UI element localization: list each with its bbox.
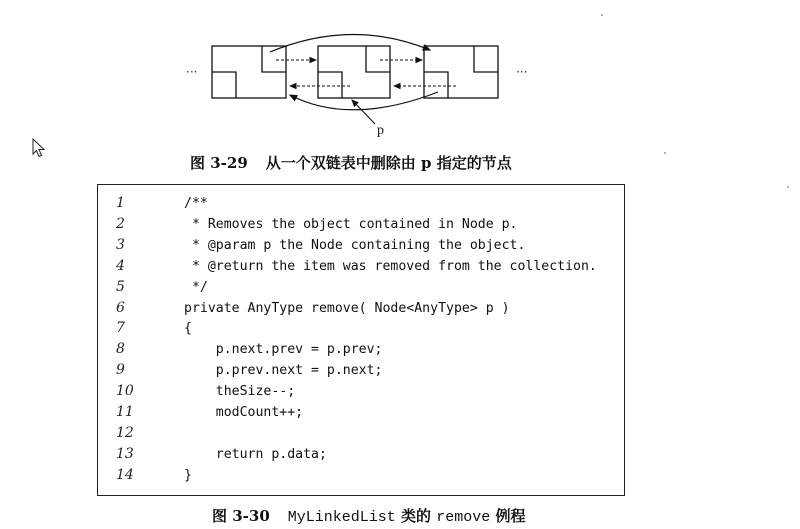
code-line	[98, 193, 624, 214]
line-number: 5	[116, 278, 125, 295]
line-code: * @return the item was removed from the collection.	[184, 258, 597, 274]
line-code: /**	[184, 196, 208, 211]
doubly-linked-list-diagram	[0, 0, 800, 150]
line-number: 7	[116, 320, 125, 337]
line-code: p.prev.next = p.next;	[184, 363, 383, 379]
line-code: }	[184, 467, 192, 483]
left-node	[212, 46, 286, 98]
figure-3-30-caption	[212, 505, 526, 526]
line-number: 8	[116, 341, 125, 358]
line-number: 3	[116, 236, 125, 253]
figure-3-30-method-name: remove	[436, 509, 491, 526]
code-line	[98, 360, 624, 381]
scan-speck	[601, 14, 603, 16]
new-prev-arc	[290, 92, 438, 110]
line-number: 10	[116, 383, 134, 400]
line-code: p.next.prev = p.prev;	[184, 342, 383, 358]
line-number: 4	[116, 257, 125, 274]
code-listing	[97, 184, 625, 496]
line-number: 12	[116, 424, 134, 441]
code-line	[98, 318, 624, 339]
line-code: modCount++;	[184, 405, 304, 420]
line-code: * @param p the Node containing the object.	[184, 237, 526, 253]
figure-3-30-text-end: 例程	[490, 507, 526, 525]
figure-3-29-title: 从一个双链表中删除由 p 指定的节点	[265, 154, 512, 172]
mouse-cursor-icon	[32, 138, 46, 158]
line-code: {	[184, 321, 192, 337]
line-number: 1	[116, 195, 125, 211]
ellipsis-right: ···	[516, 65, 528, 79]
figure-3-30-text-middle: 类的	[395, 507, 437, 525]
middle-node-p	[318, 46, 390, 98]
code-line	[98, 256, 624, 277]
figure-3-29-number: 图 3-29	[190, 154, 248, 172]
pointer-p-label: p	[377, 123, 384, 138]
code-line	[98, 277, 624, 298]
line-code: theSize--;	[184, 384, 296, 400]
line-number: 14	[116, 466, 134, 483]
line-number: 6	[116, 299, 125, 316]
code-line	[98, 214, 624, 235]
code-line	[98, 235, 624, 256]
scan-speck	[664, 152, 666, 154]
line-code: * Removes the object contained in Node p.	[184, 216, 518, 232]
figure-3-30-number: 图 3-30	[212, 507, 270, 525]
right-node	[424, 46, 498, 98]
code-line	[98, 465, 624, 486]
new-next-arc	[270, 34, 430, 52]
line-number: 9	[116, 362, 125, 379]
line-code: private AnyType remove( Node<AnyType> p )	[184, 300, 510, 316]
pointer-p-arrow	[352, 100, 375, 124]
figure-3-30-class-name: MyLinkedList	[287, 509, 396, 526]
code-line	[98, 423, 624, 444]
line-code: return p.data;	[184, 446, 327, 462]
code-line	[98, 444, 624, 465]
line-code: */	[184, 279, 208, 295]
ellipsis-left: ···	[186, 65, 198, 79]
line-number: 2	[116, 215, 125, 232]
code-line	[98, 298, 624, 319]
line-number: 13	[116, 445, 134, 462]
code-line	[98, 402, 624, 423]
scan-speck	[787, 186, 789, 188]
code-line	[98, 339, 624, 360]
line-number: 11	[116, 404, 134, 420]
figure-3-29-caption	[190, 152, 512, 173]
code-line	[98, 381, 624, 402]
